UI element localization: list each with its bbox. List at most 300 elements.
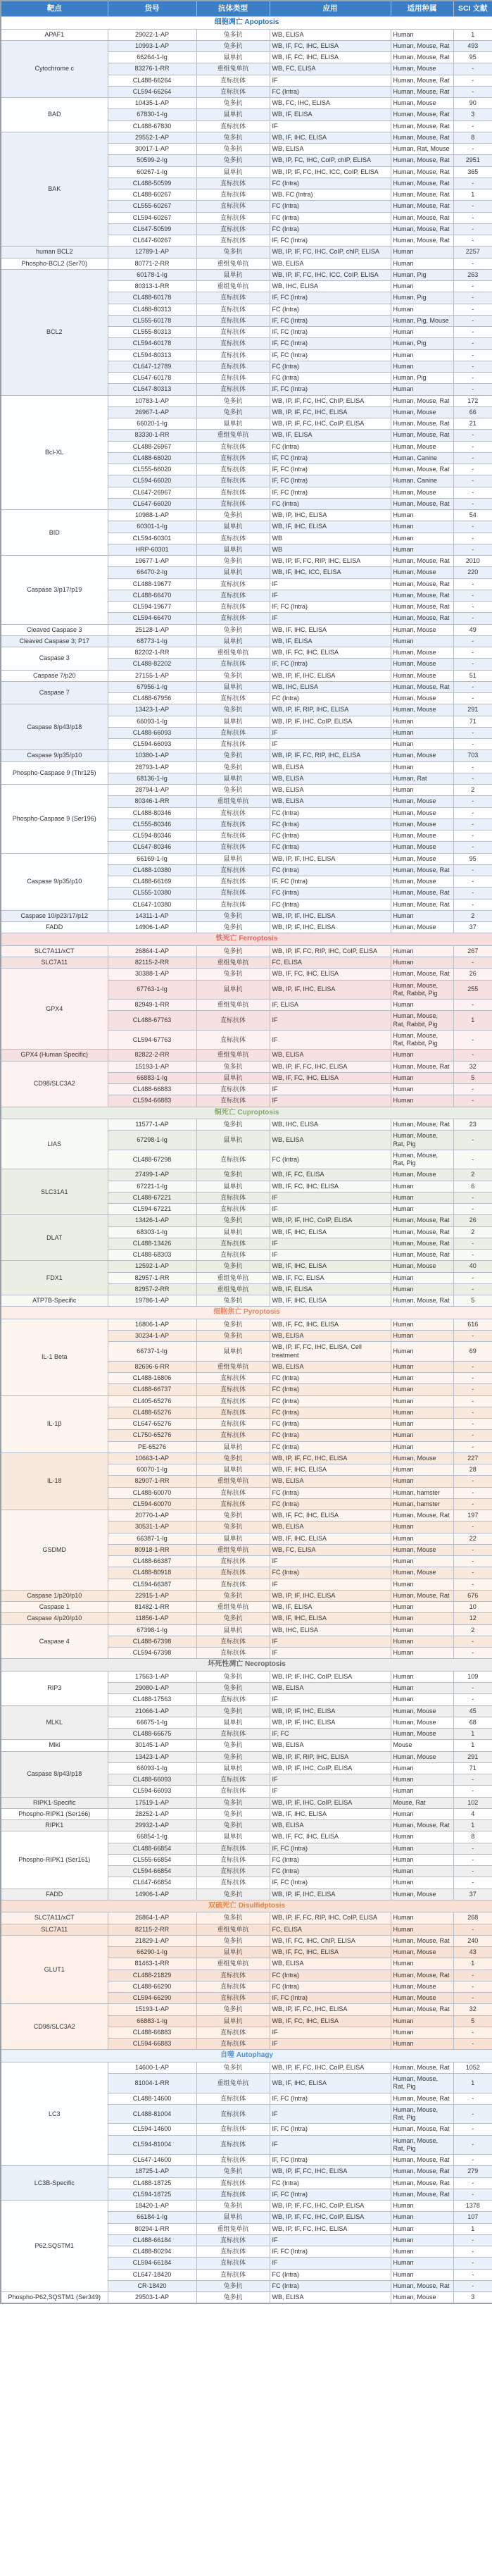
species-cell: Human — [391, 1204, 453, 1215]
antibody-type-cell: 直标抗体 — [196, 1567, 270, 1579]
catalog-cell: CL750-65276 — [108, 1430, 196, 1441]
section-title: 铁死亡 Ferroptosis — [1, 933, 492, 946]
catalog-cell: 83276-1-RR — [108, 63, 196, 75]
application-cell: WB, IP, IF, IHC, ELISA — [270, 1889, 391, 1900]
antibody-type-cell: 重组兔单抗 — [196, 258, 270, 269]
sci-count-cell: - — [453, 2258, 492, 2269]
sci-count-cell: 66 — [453, 406, 492, 418]
species-cell: Human, hamster — [391, 1487, 453, 1498]
species-cell: Human, Mouse — [391, 853, 453, 864]
antibody-type-cell: 鼠单抗 — [196, 980, 270, 1000]
target-cell: Phospho-RIPK1 (Ser161) — [1, 1831, 108, 1889]
catalog-cell: 10993-1-AP — [108, 40, 196, 51]
application-cell: IF, FC (Intra) — [270, 1877, 391, 1889]
sci-count-cell: 8 — [453, 1831, 492, 1843]
application-cell: IF, FC (Intra) — [270, 602, 391, 613]
species-cell: Human, Mouse, Rat — [391, 899, 453, 910]
catalog-cell: 25128-1-AP — [108, 624, 196, 635]
sci-count-cell: - — [453, 1556, 492, 1567]
application-cell: WB, FC, ELISA — [270, 1544, 391, 1555]
antibody-type-cell: 鼠单抗 — [196, 1533, 270, 1544]
catalog-cell: CL488-82202 — [108, 659, 196, 670]
catalog-cell: 60301-1-Ig — [108, 521, 196, 533]
application-cell: WB, ELISA — [270, 1476, 391, 1487]
application-cell: IF — [270, 1238, 391, 1249]
target-cell: Caspase 4 — [1, 1624, 108, 1659]
catalog-cell: 66470-2-Ig — [108, 567, 196, 578]
antibody-type-cell: 直标抗体 — [196, 2104, 270, 2124]
catalog-cell: 18420-1-AP — [108, 2201, 196, 2212]
antibody-type-cell: 兔多抗 — [196, 945, 270, 957]
catalog-cell: 66169-1-Ig — [108, 853, 196, 864]
antibody-type-cell: 直标抗体 — [196, 441, 270, 452]
application-cell: FC (Intra) — [270, 201, 391, 212]
species-cell: Human, Mouse — [391, 1993, 453, 2004]
target-cell: CD98/SLC3A2 — [1, 1061, 108, 1107]
catalog-cell: 66093-1-Ig — [108, 1762, 196, 1774]
catalog-cell: 19677-1-AP — [108, 556, 196, 567]
catalog-cell: CL488-13426 — [108, 1238, 196, 1249]
catalog-cell: CL488-66184 — [108, 2234, 196, 2246]
species-cell: Human, Mouse, Rat — [391, 2124, 453, 2135]
antibody-type-cell: 直标抗体 — [196, 2258, 270, 2269]
sci-count-cell: - — [453, 888, 492, 899]
sci-count-cell: 71 — [453, 716, 492, 727]
application-cell: IF, FC (Intra) — [270, 452, 391, 463]
antibody-type-cell: 直标抗体 — [196, 235, 270, 247]
catalog-cell: CL488-80313 — [108, 304, 196, 315]
application-cell: WB, IF, FC, IHC, ELISA — [270, 1510, 391, 1522]
sci-count-cell: - — [453, 1395, 492, 1407]
catalog-cell: 10380-1-AP — [108, 750, 196, 761]
catalog-cell: CL555-60267 — [108, 201, 196, 212]
sci-count-cell: 1 — [453, 1958, 492, 1970]
catalog-cell: CL555-66020 — [108, 464, 196, 475]
application-cell: FC (Intra) — [270, 1384, 391, 1395]
sci-count-cell: 40 — [453, 1261, 492, 1272]
species-cell: Human — [391, 258, 453, 269]
antibody-type-cell: 直标抗体 — [196, 1648, 270, 1659]
target-cell: FDX1 — [1, 1261, 108, 1295]
catalog-cell: CL488-68303 — [108, 1250, 196, 1261]
antibody-type-cell: 兔多抗 — [196, 2292, 270, 2304]
application-cell: FC (Intra) — [270, 223, 391, 235]
catalog-cell: 11856-1-AP — [108, 1613, 196, 1624]
section-header-row — [1, 17, 492, 30]
species-cell: Human — [391, 761, 453, 773]
catalog-cell: CL488-14600 — [108, 2093, 196, 2104]
antibody-type-cell: 鼠单抗 — [196, 1131, 270, 1150]
catalog-cell: 60178-1-Ig — [108, 269, 196, 280]
sci-count-cell: - — [453, 2124, 492, 2135]
sci-count-cell: - — [453, 178, 492, 189]
antibody-type-cell: 直标抗体 — [196, 1095, 270, 1107]
target-cell: Caspase 8/p43/p18 — [1, 704, 108, 750]
species-cell: Human, Mouse — [391, 567, 453, 578]
application-cell: IF, FC (Intra) — [270, 315, 391, 326]
catalog-cell: 11577-1-AP — [108, 1119, 196, 1131]
sci-count-cell: - — [453, 1786, 492, 1797]
catalog-cell: 66290-1-Ig — [108, 1947, 196, 1958]
antibody-type-cell: 鼠单抗 — [196, 544, 270, 555]
antibody-type-cell: 直标抗体 — [196, 361, 270, 372]
sci-count-cell: - — [453, 120, 492, 132]
species-cell: Human, Mouse — [391, 1261, 453, 1272]
catalog-cell: CL647-66854 — [108, 1877, 196, 1889]
catalog-cell: 20770-1-AP — [108, 1510, 196, 1522]
section-title: 双硫死亡 Disulfidptosis — [1, 1900, 492, 1912]
antibody-type-cell: 直标抗体 — [196, 384, 270, 395]
table-row — [1, 269, 492, 280]
application-cell: WB, IF, ELISA — [270, 635, 391, 647]
species-cell: Human, Mouse, Rat — [391, 212, 453, 223]
sci-count-cell: - — [453, 1487, 492, 1498]
catalog-cell: 60267-1-Ig — [108, 166, 196, 178]
sci-count-cell: - — [453, 1498, 492, 1510]
catalog-cell: 82822-2-RR — [108, 1050, 196, 1061]
catalog-cell: 80918-1-RR — [108, 1544, 196, 1555]
catalog-cell: CL594-67763 — [108, 1030, 196, 1050]
species-cell: Human, Mouse — [391, 796, 453, 807]
target-cell: BAD — [1, 98, 108, 132]
catalog-cell: 67221-1-Ig — [108, 1181, 196, 1192]
species-cell: Human, Mouse, Rat — [391, 1250, 453, 1261]
sci-count-cell: 172 — [453, 395, 492, 406]
species-cell: Human, Mouse, Rat — [391, 430, 453, 441]
application-cell: WB, IP, IHC, ELISA — [270, 510, 391, 521]
antibody-type-cell: 直标抗体 — [196, 1993, 270, 2004]
species-cell: Human, Mouse — [391, 624, 453, 635]
species-cell: Human — [391, 1319, 453, 1330]
catalog-cell: 26864-1-AP — [108, 1912, 196, 1924]
antibody-type-cell: 直标抗体 — [196, 292, 270, 304]
species-cell: Human, Mouse, Rat, Rabbit, Pig — [391, 1011, 453, 1031]
antibody-type-cell: 直标抗体 — [196, 2027, 270, 2038]
catalog-cell: 66675-1-Ig — [108, 1717, 196, 1728]
sci-count-cell: 90 — [453, 98, 492, 109]
species-cell: Human, Mouse, Rat — [391, 602, 453, 613]
species-cell: Human, Mouse, Rat — [391, 1970, 453, 1981]
sci-count-cell: - — [453, 2177, 492, 2189]
catalog-cell: CL594-14600 — [108, 2124, 196, 2135]
species-cell: Human, Mouse, Rat — [391, 235, 453, 247]
antibody-type-cell: 直标抗体 — [196, 1204, 270, 1215]
section-title: 细胞凋亡 Apoptosis — [1, 17, 492, 30]
target-cell: Cleaved Caspase 3 — [1, 624, 108, 635]
antibody-type-cell: 兔多抗 — [196, 1319, 270, 1330]
application-cell: WB, ELISA — [270, 1958, 391, 1970]
species-cell: Human, Mouse, Rat, Pig — [391, 1131, 453, 1150]
application-cell: WB, IF, IHC, ELISA — [270, 624, 391, 635]
application-cell: FC (Intra) — [270, 842, 391, 853]
target-cell: Caspase 3/p17/p19 — [1, 556, 108, 625]
table-row — [1, 1797, 492, 1808]
antibody-type-cell: 直标抗体 — [196, 223, 270, 235]
species-cell: Mouse, Rat — [391, 1797, 453, 1808]
sci-count-cell: 5 — [453, 1072, 492, 1083]
antibody-type-cell: 直标抗体 — [196, 2124, 270, 2135]
application-cell: FC (Intra) — [270, 1395, 391, 1407]
sci-count-cell: - — [453, 1522, 492, 1533]
sci-count-cell: - — [453, 2135, 492, 2155]
species-cell: Human — [391, 1602, 453, 1613]
species-cell: Human — [391, 2223, 453, 2234]
catalog-cell: 14311-1-AP — [108, 910, 196, 921]
catalog-cell: CL488-10380 — [108, 864, 196, 876]
catalog-cell: 67830-1-Ig — [108, 109, 196, 120]
target-cell: SLC7A11/xCT — [1, 945, 108, 957]
sci-count-cell: - — [453, 807, 492, 819]
application-cell: FC (Intra) — [270, 1866, 391, 1877]
species-cell: Human, Mouse, Rat — [391, 888, 453, 899]
catalog-cell: 81482-1-RR — [108, 1602, 196, 1613]
species-cell: Human — [391, 1624, 453, 1636]
table-body — [1, 17, 492, 2304]
sci-count-cell: - — [453, 63, 492, 75]
sci-count-cell: - — [453, 681, 492, 692]
section-header-row — [1, 1307, 492, 1319]
table-row — [1, 1119, 492, 1131]
species-cell: Human — [391, 2039, 453, 2050]
antibody-type-cell: 直标抗体 — [196, 1192, 270, 1203]
sci-count-cell: 279 — [453, 2166, 492, 2177]
catalog-cell: CL488-26967 — [108, 441, 196, 452]
species-cell: Human — [391, 1192, 453, 1203]
application-cell: IF — [270, 2027, 391, 2038]
catalog-cell: 66264-1-Ig — [108, 52, 196, 63]
sci-count-cell: 2951 — [453, 155, 492, 166]
species-cell: Human — [391, 521, 453, 533]
catalog-cell: CL488-66675 — [108, 1729, 196, 1740]
sci-count-cell: - — [453, 590, 492, 601]
species-cell: Human — [391, 361, 453, 372]
species-cell: Human — [391, 1854, 453, 1865]
catalog-cell: CL488-65276 — [108, 1407, 196, 1418]
application-cell: FC (Intra) — [270, 1441, 391, 1452]
species-cell: Human — [391, 29, 453, 40]
antibody-type-cell: 兔多抗 — [196, 761, 270, 773]
table-row — [1, 1671, 492, 1682]
table-row — [1, 2004, 492, 2015]
antibody-type-cell: 直标抗体 — [196, 842, 270, 853]
species-cell: Human, Mouse, Rat — [391, 613, 453, 624]
species-cell: Human, Mouse, Rat — [391, 1215, 453, 1226]
application-cell: IF — [270, 1095, 391, 1107]
catalog-cell: CL594-60267 — [108, 212, 196, 223]
antibody-type-cell: 直标抗体 — [196, 1373, 270, 1384]
antibody-type-cell: 直标抗体 — [196, 86, 270, 97]
catalog-cell: 17563-1-AP — [108, 1671, 196, 1682]
catalog-cell: CL488-66883 — [108, 1084, 196, 1095]
species-cell: Human — [391, 716, 453, 727]
species-cell: Human, Mouse — [391, 1544, 453, 1555]
catalog-cell: 82907-1-RR — [108, 1476, 196, 1487]
sci-count-cell: - — [453, 430, 492, 441]
catalog-cell: CL594-66470 — [108, 613, 196, 624]
antibody-type-cell: 直标抗体 — [196, 178, 270, 189]
antibody-type-cell: 直标抗体 — [196, 373, 270, 384]
antibody-type-cell: 兔多抗 — [196, 1261, 270, 1272]
catalog-cell: CL488-60178 — [108, 292, 196, 304]
sci-count-cell: 8 — [453, 132, 492, 143]
antibody-type-cell: 直标抗体 — [196, 464, 270, 475]
species-cell: Human — [391, 1636, 453, 1647]
application-cell: WB, IP, IF, FC, IHC, CoIP, ELISA — [270, 418, 391, 430]
catalog-cell: 29503-1-AP — [108, 2292, 196, 2304]
species-cell: Human — [391, 1613, 453, 1624]
antibody-type-cell: 直标抗体 — [196, 1843, 270, 1854]
sci-count-cell: - — [453, 487, 492, 498]
application-cell: WB, FC, ELISA — [270, 63, 391, 75]
application-cell: WB, ELISA — [270, 144, 391, 155]
catalog-cell: CL647-18420 — [108, 2269, 196, 2280]
antibody-type-cell: 重组兔单抗 — [196, 1361, 270, 1372]
application-cell: IF — [270, 1648, 391, 1659]
catalog-cell: 68136-1-Ig — [108, 773, 196, 784]
catalog-cell: CL594-60178 — [108, 338, 196, 349]
table-row — [1, 1889, 492, 1900]
sci-count-cell: 3 — [453, 2292, 492, 2304]
catalog-cell: 30531-1-AP — [108, 1522, 196, 1533]
catalog-cell: 81004-1-RR — [108, 2074, 196, 2093]
application-cell: FC (Intra) — [270, 1150, 391, 1169]
application-cell: WB, IHC, ELISA — [270, 681, 391, 692]
sci-count-cell: - — [453, 315, 492, 326]
application-cell: FC (Intra) — [270, 888, 391, 899]
antibody-type-cell: 直标抗体 — [196, 498, 270, 509]
application-cell: WB, ELISA — [270, 1522, 391, 1533]
species-cell: Human, Mouse, Rat — [391, 109, 453, 120]
antibody-type-cell: 兔多抗 — [196, 910, 270, 921]
species-cell: Human, Mouse — [391, 830, 453, 842]
sci-count-cell: - — [453, 1877, 492, 1889]
species-cell: Human, Mouse — [391, 1567, 453, 1579]
sci-count-cell: 220 — [453, 567, 492, 578]
antibody-type-cell: 直标抗体 — [196, 1694, 270, 1705]
antibody-type-cell: 直标抗体 — [196, 212, 270, 223]
table-row — [1, 1624, 492, 1636]
antibody-type-cell: 直标抗体 — [196, 2155, 270, 2166]
sci-count-cell: 1 — [453, 1729, 492, 1740]
sci-count-cell: 21 — [453, 418, 492, 430]
species-cell: Human, Mouse, Rat — [391, 2189, 453, 2200]
species-cell: Human, Mouse — [391, 647, 453, 659]
target-cell: RIPK1-Specific — [1, 1797, 108, 1808]
table-row — [1, 957, 492, 969]
catalog-cell: 16806-1-AP — [108, 1319, 196, 1330]
catalog-cell: CL594-66093 — [108, 739, 196, 750]
species-cell: Human — [391, 635, 453, 647]
application-cell: WB, ELISA — [270, 785, 391, 796]
application-cell: FC (Intra) — [270, 899, 391, 910]
antibody-type-cell: 直标抗体 — [196, 819, 270, 830]
species-cell: Human, Mouse, Rat, Rabbit, Pig — [391, 980, 453, 1000]
catalog-cell: 82202-1-RR — [108, 647, 196, 659]
sci-count-cell: 28 — [453, 1464, 492, 1476]
sci-count-cell: - — [453, 899, 492, 910]
application-cell: WB, IF, FC, IHC, ELISA — [270, 1947, 391, 1958]
species-cell: Human, Pig — [391, 373, 453, 384]
table-row — [1, 785, 492, 796]
section-title: 坏死性凋亡 Necroptosis — [1, 1659, 492, 1672]
application-cell: WB, IF, ELISA — [270, 430, 391, 441]
antibody-type-cell: 重组兔单抗 — [196, 1050, 270, 1061]
application-cell: FC (Intra) — [270, 1981, 391, 1992]
sci-count-cell: 51 — [453, 670, 492, 681]
sci-count-cell: 267 — [453, 945, 492, 957]
species-cell: Human, Mouse, Rat — [391, 1935, 453, 1946]
catalog-cell: 28252-1-AP — [108, 1808, 196, 1819]
application-cell: WB, ELISA — [270, 1050, 391, 1061]
catalog-cell: CL594-18725 — [108, 2189, 196, 2200]
catalog-cell: CL488-81004 — [108, 2104, 196, 2124]
section-title: 细胞焦亡 Pyroptosis — [1, 1307, 492, 1319]
antibody-type-cell: 鼠单抗 — [196, 1342, 270, 1362]
catalog-cell: CL555-60178 — [108, 315, 196, 326]
catalog-cell: 66184-1-Ig — [108, 2212, 196, 2223]
species-cell: Human, Mouse, Rat — [391, 1119, 453, 1131]
species-cell: Human, Mouse, Rat — [391, 2280, 453, 2291]
antibody-type-cell: 直标抗体 — [196, 1786, 270, 1797]
catalog-cell: CR-18420 — [108, 2280, 196, 2291]
antibody-type-cell: 重组兔单抗 — [196, 63, 270, 75]
antibody-type-cell: 直标抗体 — [196, 876, 270, 888]
application-cell: WB, ELISA — [270, 796, 391, 807]
target-cell: LC3 — [1, 2062, 108, 2166]
catalog-cell: CL647-80346 — [108, 842, 196, 853]
catalog-cell: 13423-1-AP — [108, 1751, 196, 1762]
sci-count-cell: - — [453, 1430, 492, 1441]
application-cell: WB, IP, IF, IHC, CoIP, ELISA — [270, 716, 391, 727]
target-cell: P62,SQSTM1 — [1, 2201, 108, 2292]
sci-count-cell: - — [453, 1084, 492, 1095]
antibody-type-cell: 兔多抗 — [196, 395, 270, 406]
sci-count-cell: - — [453, 1407, 492, 1418]
species-cell: Human — [391, 1464, 453, 1476]
sci-count-cell: 1 — [453, 2074, 492, 2093]
antibody-type-cell: 直标抗体 — [196, 899, 270, 910]
species-cell: Human, Pig — [391, 338, 453, 349]
antibody-type-cell: 兔多抗 — [196, 2062, 270, 2073]
application-cell: IF — [270, 1011, 391, 1031]
application-cell: WB, IP, IF, IHC, ELISA — [270, 670, 391, 681]
species-cell: Human, Mouse — [391, 1717, 453, 1728]
target-cell: RIPK1 — [1, 1820, 108, 1831]
antibody-type-cell: 兔多抗 — [196, 2004, 270, 2015]
species-cell: Human, Mouse — [391, 670, 453, 681]
application-cell: WB, IF, IHC, ELISA — [270, 521, 391, 533]
application-cell: WB, IP, IF, IHC, ELISA — [270, 1717, 391, 1728]
catalog-cell: 15193-1-AP — [108, 1061, 196, 1072]
sci-count-cell: - — [453, 235, 492, 247]
antibody-type-cell: 兔多抗 — [196, 556, 270, 567]
sci-count-cell: - — [453, 1476, 492, 1487]
application-cell: WB, IP, IF, FC, IHC, ELISA — [270, 406, 391, 418]
antibody-type-cell: 兔多抗 — [196, 1740, 270, 1751]
sci-count-cell: - — [453, 212, 492, 223]
catalog-cell: CL594-66184 — [108, 2258, 196, 2269]
section-title: 铜死亡 Cuproptosis — [1, 1107, 492, 1119]
antibody-type-cell: 直标抗体 — [196, 830, 270, 842]
catalog-cell: CL405-65276 — [108, 1395, 196, 1407]
catalog-cell: 66883-1-Ig — [108, 1072, 196, 1083]
antibody-type-cell: 直标抗体 — [196, 2234, 270, 2246]
application-cell: WB, ELISA — [270, 761, 391, 773]
species-cell: Human, Mouse, Rat — [391, 590, 453, 601]
sci-count-cell: 37 — [453, 1889, 492, 1900]
section-header-row — [1, 1659, 492, 1672]
sci-count-cell: - — [453, 647, 492, 659]
